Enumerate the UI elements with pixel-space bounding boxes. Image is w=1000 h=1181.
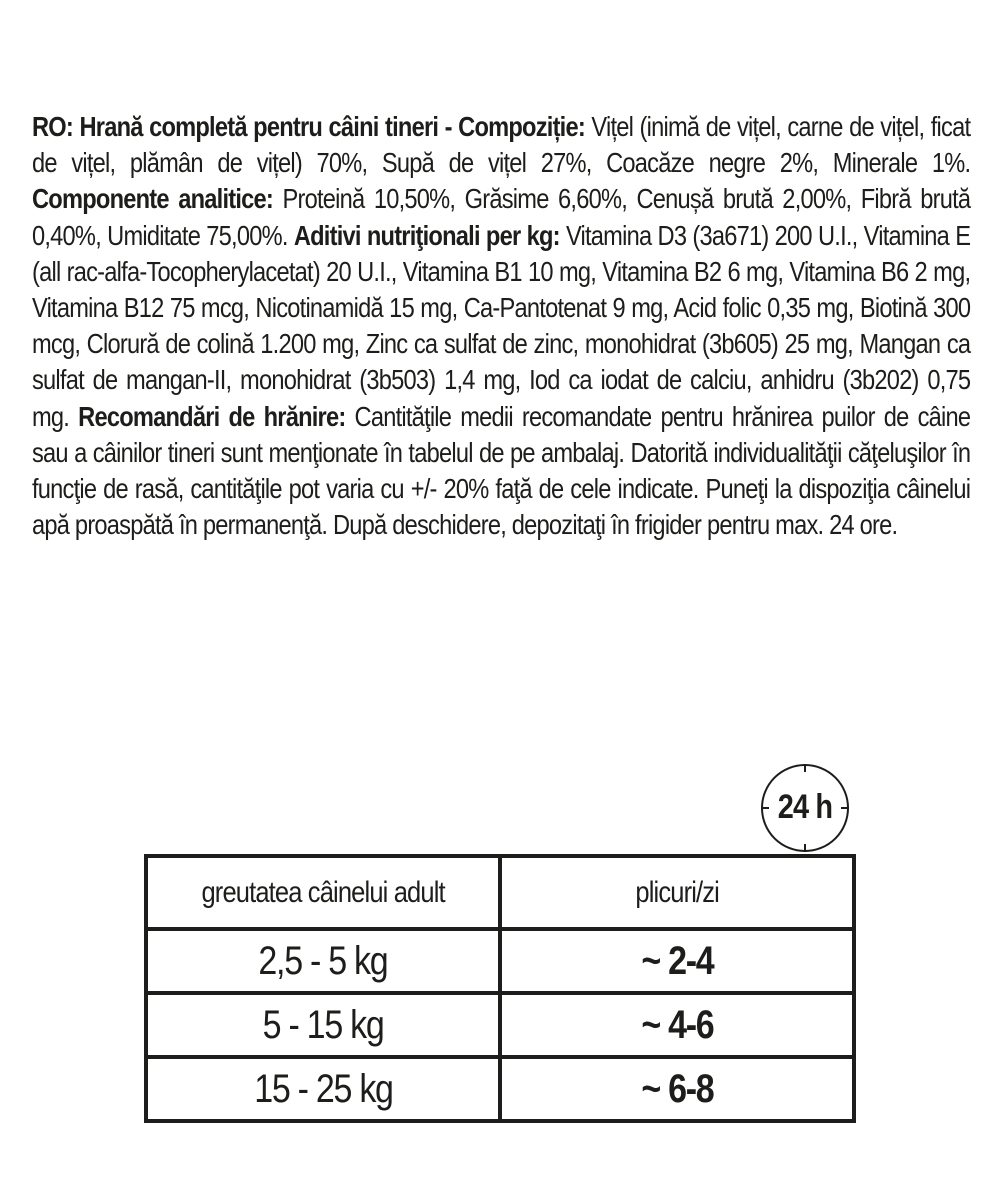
sachets-cell: ~ 6-8: [500, 1057, 854, 1121]
clock-label: 24 h: [777, 788, 833, 826]
nutritional-additives-heading: Aditivi nutriţionali per kg:: [293, 219, 560, 251]
weight-cell: 15 - 25 kg: [146, 1057, 500, 1121]
header-dog-weight: greutatea câinelui adult: [146, 856, 500, 929]
clock-tick-right: [841, 807, 849, 809]
table-row: [146, 993, 854, 1057]
feeding-recommendations-text: Cantităţile medii recomandate pentru hrănirea puilor de câine sau a câinilor tineri sunt menţionate în tabelul de pe ambalaj. Datorită individualităţii căţeluşilor în funcţie de rasă, cantităţile pot varia cu +/- 20% faţă de cele indicate. Puneţi la dispoziţia câinelui apă proaspătă în permanenţă. După deschidere, depozitaţi în frigider pentru max. 24 ore.: [32, 400, 971, 541]
clock-tick-left: [761, 807, 769, 809]
clock-24h-icon: [761, 764, 849, 852]
feeding-recommendations-heading: Recomandări de hrănire:: [78, 400, 346, 432]
analytical-components-heading: Componente analitice:: [32, 183, 274, 215]
table-row: [146, 929, 854, 993]
clock-tick-top: [804, 764, 806, 772]
sachets-cell: ~ 2-4: [500, 929, 854, 993]
table-row: [146, 1057, 854, 1121]
title-composition-heading: RO: Hrană completă pentru câini tineri - Compoziție:: [32, 111, 585, 142]
sachets-cell: ~ 4-6: [500, 993, 854, 1057]
composition-text: Vițel (inimă de vițel, carne de vițel, ficat de vițel, plămân de vițel) 70%, Supă de vițel 27%, Coacăze negre 2%, Minerale 1%.: [32, 111, 971, 179]
product-label-text: [32, 109, 970, 543]
feeding-table: [144, 854, 856, 1123]
table-header-row: [146, 856, 854, 929]
weight-cell: 5 - 15 kg: [146, 993, 500, 1057]
nutritional-additives-text: Vitamina D3 (3a671) 200 U.I., Vitamina E (all rac-alfa-Tocopherylacetat) 20 U.I., Vitamina B1 10 mg, Vitamina B2 6 mg, Vitamina B6 2 mg, Vitamina B12 75 mcg, Nicotinamidă 15 mg, Ca-Pantotenat 9 mg, Acid folic 0,35 mg, Biotină 300 mcg, Clorură de colină 1.200 mg, Zinc ca sulfat de zinc, monohidrat (3b605) 25 mg, Mangan ca sulfat de mangan-II, monohidrat (3b503) 1,4 mg, Iod ca iodat de calciu, anhidru (3b202) 0,75 mg.: [32, 219, 971, 432]
analytical-components-text: Proteină 10,50%, Grăsime 6,60%, Cenușă brută 2,00%, Fibră brută 0,40%, Umiditate 75,00%.: [32, 183, 971, 251]
header-sachets-per-day: plicuri/zi: [500, 856, 854, 929]
weight-cell: 2,5 - 5 kg: [146, 929, 500, 993]
clock-tick-bottom: [804, 844, 806, 852]
